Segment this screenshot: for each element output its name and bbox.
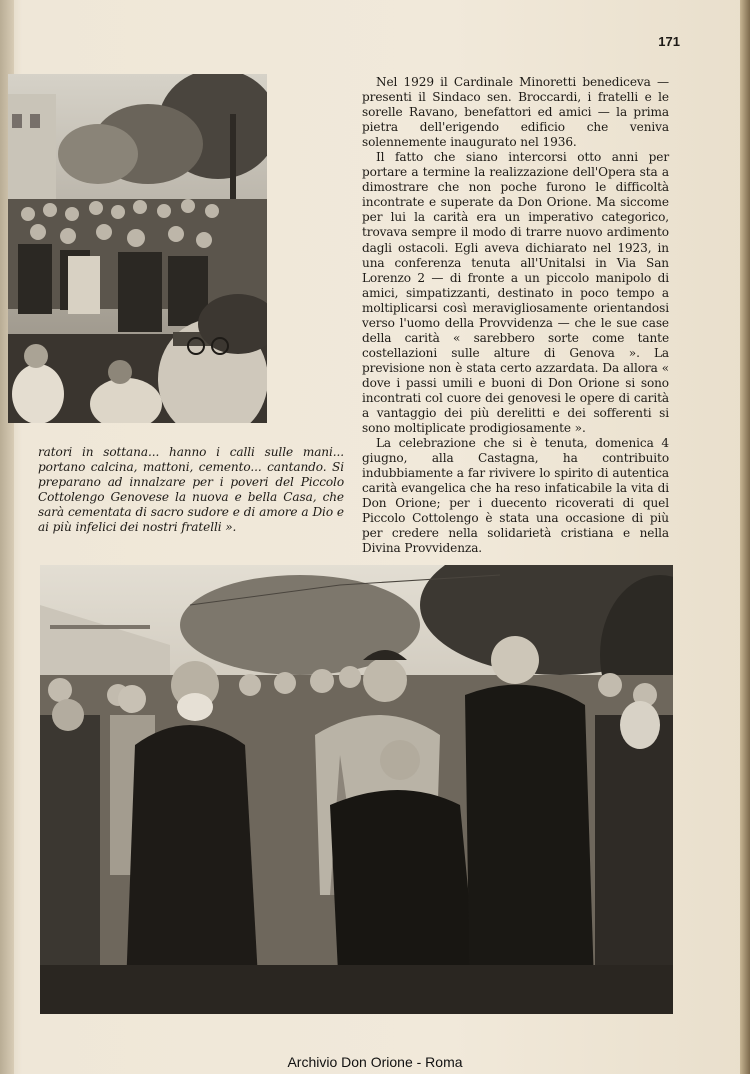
- article-text: [362, 75, 669, 557]
- clergy-procession-photo: [40, 565, 673, 1014]
- page-edge: [740, 0, 750, 1074]
- ceremony-crowd-photo: [8, 74, 267, 423]
- page-number: 171: [658, 34, 680, 49]
- photo-caption: ratori in sottana... hanno i calli sulle mani... portano calcina, mattoni, cemento... cantando. Si preparano ad innalzare per i poveri del Piccolo Cottolengo Genovese la nuova e bella Casa, che sarà cementata di sacro sudore e di amore a Dio e ai più infelici dei nostri fratelli ».: [38, 445, 344, 535]
- article-paragraph: Il fatto che siano intercorsi otto anni per portare a termine la realizzazione dell'Opera sta a dimostrare che non poche furono le difficoltà incontrate e superate da Don Orione. Ma siccome per lui la carità era un imperativo categorico, trovava sempre il modo di trarre nuovo ardimento dagli ostacoli. Egli aveva dichiarato nel 1923, in una conferenza tenuta all'Unitalsi in Via San Lorenzo 2 — di fronte a un piccolo manipolo di amici, simpatizzanti, destinato in poco tempo a moltiplicarsi così meravigliosamente orientandosi verso l'uomo della Provvidenza — che le sue case della carità « sarebbero sorte come tante costellazioni sulle alture di Genova ». La previsione non è stata certo azzardata. Da allora « dove i passi umili e buoni di Don Orione si sono incontrati col cuore dei genovesi le opere di carità a vantaggio dei più derelitti e dei sofferenti si sono moltiplicate prodigiosamente ».: [362, 150, 669, 436]
- article-paragraph: La celebrazione che si è tenuta, domenica 4 giugno, alla Castagna, ha contribuito indubbiamente a far rivivere lo spirito di autentica carità evangelica che ha reso infaticabile la vita di Don Orione; per i duecento ricoverati di quel Piccolo Cottolengo è stata una occasione di più per credere nella solidarietà cristiana e nella Divina Provvidenza.: [362, 436, 669, 556]
- archive-footer: Archivio Don Orione - Roma: [287, 1054, 463, 1070]
- article-paragraph: Nel 1929 il Cardinale Minoretti benediceva — presenti il Sindaco sen. Broccardi, i fratelli e le sorelle Ravano, benefattori ed amici — la prima pietra dell'erigendo edificio che veniva solennemente inaugurato nel 1936.: [362, 75, 669, 150]
